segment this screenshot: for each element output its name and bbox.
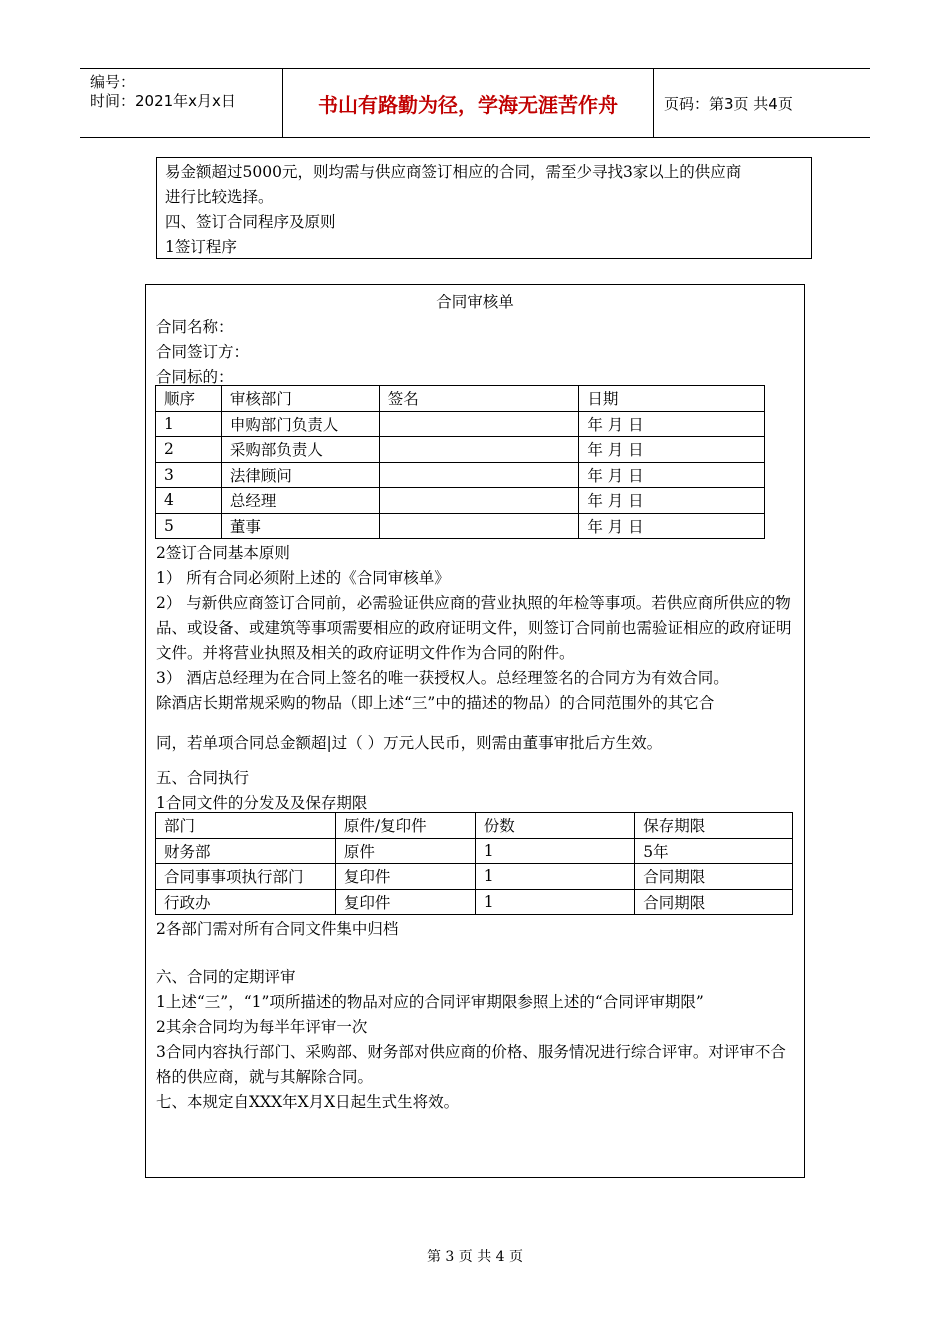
distribution-table	[155, 812, 793, 915]
section-heading-4: 四、签订合同程序及原则	[165, 213, 336, 231]
signature-cell	[379, 513, 579, 539]
signature-cell	[379, 488, 579, 514]
signature-cell	[379, 411, 579, 437]
principles-section	[156, 541, 796, 716]
header-cell: 部门	[156, 813, 336, 839]
principle-item: 3） 酒店总经理为在合同上签名的唯一获授权人。总经理签名的合同方为有效合同。	[156, 669, 729, 687]
table-cell: 原件	[335, 838, 475, 864]
table-cell: 1	[156, 411, 222, 437]
table-cell: 1	[475, 864, 635, 890]
intro-line: 易金额超过5000元，则均需与供应商签订相应的合同，需至少寻找3家以上的供应商	[165, 163, 742, 181]
header-page-label: 页码：第3页 共4页	[664, 94, 793, 113]
principle-item: 2） 与新供应商签订合同前，必需验证供应商的营业执照的年检等事项。若供应商所供应的物品、或设备、或建筑等事项需要相应的政府证明文件，则签订合同前也需验证相应的政府证明文件。并将营业执照及相关的政府证明文件作为合同的附件。	[156, 594, 792, 662]
table-row	[156, 838, 793, 864]
table-cell: 2	[156, 437, 222, 463]
section-heading-7: 七、本规定自XXX年X月X日起生式生将效。	[156, 1093, 460, 1111]
review-item: 2其余合同均为每半年评审一次	[156, 1018, 368, 1036]
page-footer: 第 3 页 共 4 页	[426, 1249, 524, 1265]
table-cell: 复印件	[335, 889, 475, 915]
review-table-header	[156, 386, 765, 412]
table-cell: 合同期限	[635, 864, 793, 890]
date-cell: 年 月 日	[579, 411, 765, 437]
section-heading-5: 五、合同执行	[156, 769, 250, 787]
table-cell: 复印件	[335, 864, 475, 890]
table-cell: 法律顾问	[221, 462, 379, 488]
review-item: 1上述“三”，“1”项所描述的物品对应的合同评审期限参照上述的“合同评审期限”	[156, 993, 704, 1011]
review-section	[156, 965, 796, 1115]
document-time-label: 时间：2021年x月x日	[90, 92, 236, 110]
table-row	[156, 411, 765, 437]
table-cell: 申购部门负责人	[221, 411, 379, 437]
table-cell: 合同事事项执行部门	[156, 864, 336, 890]
review-table	[155, 385, 765, 539]
table-cell: 4	[156, 488, 222, 514]
header-cell: 原件/复印件	[335, 813, 475, 839]
table-row	[156, 437, 765, 463]
section-heading-6: 六、合同的定期评审	[156, 968, 296, 986]
distribution-heading: 1合同文件的分发及及保存期限	[156, 794, 368, 812]
table-cell: 行政办	[156, 889, 336, 915]
table-cell: 合同期限	[635, 889, 793, 915]
table-row	[156, 889, 793, 915]
header-cell: 日期	[579, 386, 765, 412]
table-cell: 财务部	[156, 838, 336, 864]
header-cell: 审核部门	[221, 386, 379, 412]
contract-subject-label: 合同标的：	[156, 368, 234, 386]
table-row	[156, 462, 765, 488]
table-cell: 董事	[221, 513, 379, 539]
table-cell: 5年	[635, 838, 793, 864]
table-row	[156, 864, 793, 890]
header-cell: 签名	[379, 386, 579, 412]
principle-item: 同，若单项合同总金额超|过（ ）万元人民币，则需由董事审批后方生效。	[156, 734, 663, 752]
header-cell: 顺序	[156, 386, 222, 412]
header-meta	[80, 69, 282, 137]
distribution-table-header	[156, 813, 793, 839]
review-item: 3合同内容执行部门、采购部、财务部对供应商的价格、服务情况进行综合评审。对评审不合格的供应商，就与其解除合同。	[156, 1043, 786, 1086]
table-cell: 1	[475, 838, 635, 864]
table-cell: 3	[156, 462, 222, 488]
signing-procedure-heading: 1签订程序	[165, 238, 237, 256]
review-form-title: 合同审核单	[436, 293, 514, 311]
table-cell: 1	[475, 889, 635, 915]
date-cell: 年 月 日	[579, 513, 765, 539]
header-cell: 保存期限	[635, 813, 793, 839]
principle-item: 除酒店长期常规采购的物品（即上述“三”中的描述的物品）的合同范围外的其它合	[156, 694, 715, 712]
principle-item: 1） 所有合同必须附上述的《合同审核单》	[156, 569, 450, 587]
contract-name-label: 合同名称：	[156, 318, 234, 336]
table-row	[156, 513, 765, 539]
signature-cell	[379, 462, 579, 488]
archive-note: 2各部门需对所有合同文件集中归档	[156, 920, 399, 938]
table-row	[156, 488, 765, 514]
intro-line: 进行比较选择。	[165, 188, 274, 206]
header-cell: 份数	[475, 813, 635, 839]
intro-box	[156, 157, 812, 259]
header-motto: 书山有路勤为径，学海无涯苦作舟	[282, 69, 654, 137]
signature-cell	[379, 437, 579, 463]
date-cell: 年 月 日	[579, 462, 765, 488]
date-cell: 年 月 日	[579, 437, 765, 463]
contract-party-label: 合同签订方：	[156, 343, 250, 361]
page-header	[80, 68, 870, 138]
date-cell: 年 月 日	[579, 488, 765, 514]
table-cell: 采购部负责人	[221, 437, 379, 463]
document-number-label: 编号：	[90, 73, 136, 91]
main-box	[145, 284, 805, 1178]
table-cell: 总经理	[221, 488, 379, 514]
principles-heading: 2签订合同基本原则	[156, 544, 290, 562]
table-cell: 5	[156, 513, 222, 539]
